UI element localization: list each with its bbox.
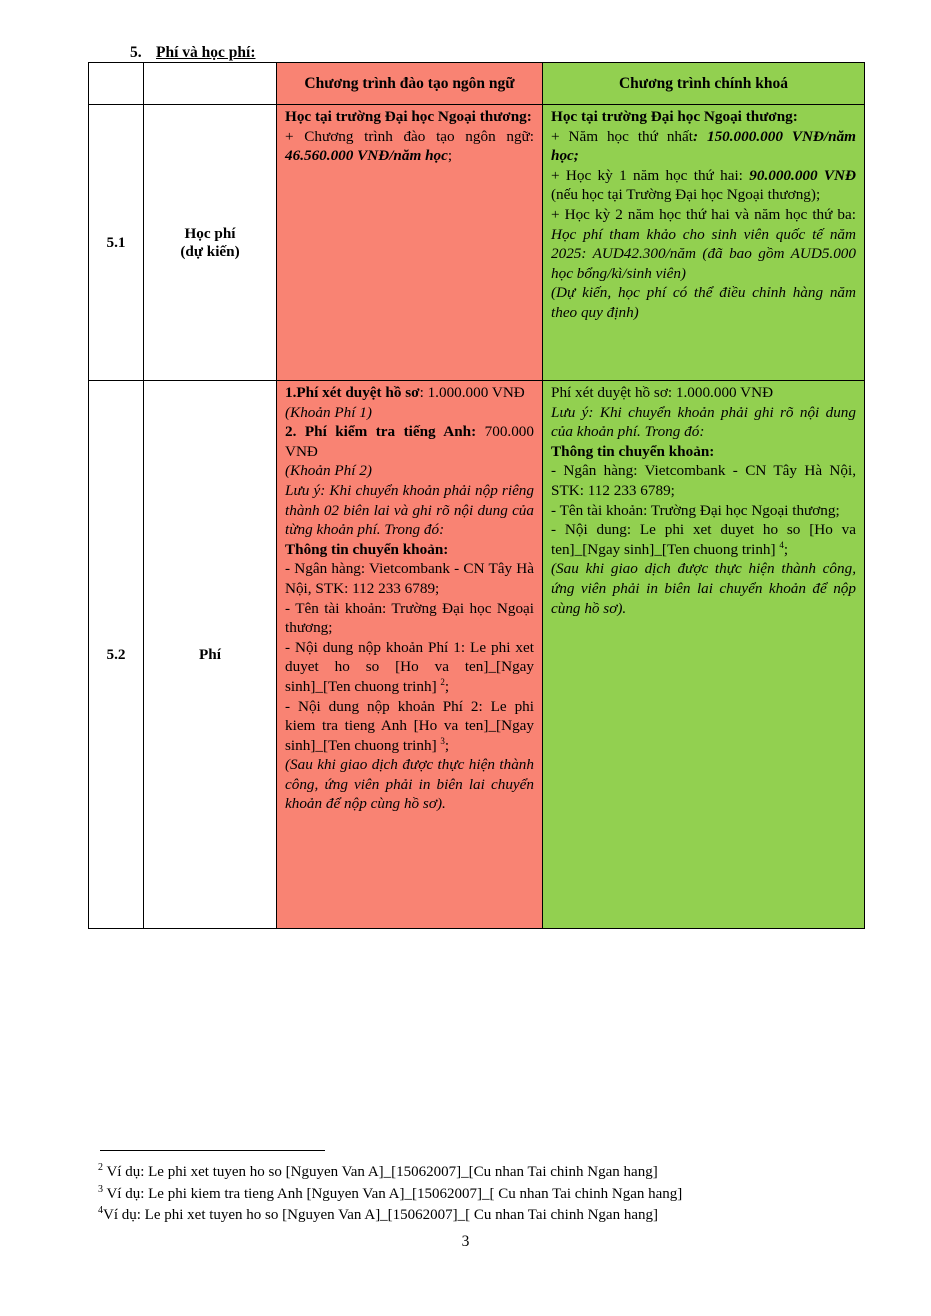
main-sem2 [551,205,856,283]
footnote-ref-2: 2 [440,676,445,687]
main-fee: Phí xét duyệt hồ sơ: 1.000.000 VNĐ [551,384,774,401]
header-empty-1 [89,63,144,105]
footnote-mark: 2 [98,1162,103,1173]
footnote-text: Ví dụ: Le phi xet tuyen ho so [Nguyen Van A]_[15062007]_[ Cu nhan Tai chinh Ngan hang] [103,1207,658,1223]
main-bank: - Ngân hàng: Vietcombank - CN Tây Hà Nội, STK: 112 233 6789; [551,462,856,499]
lang-fee1-tag: (Khoản Phí 1) [285,403,372,421]
main-year1-prefix: + Năm học thứ nhất [551,127,693,145]
main-content: - Nội dung: Le phi xet duyet ho so [Ho va ten]_[Ngay sinh]_[Ten chuong trinh] $^4$; [551,521,856,558]
row-name-line2: (dự kiến) [180,242,240,260]
main-after-note: (Sau khi giao dịch được thực hiện thành công, ứng viên phải in biên lai chuyển khoản để nộp cùng hồ sơ). [551,560,856,617]
lang-bank: - Ngân hàng: Vietcombank - CN Tây Hà Nội, STK: 112 233 6789; [285,560,534,597]
language-fee-cell [277,381,543,929]
row-index: 5.1 [89,105,144,381]
lang-fee1 [285,383,534,403]
footnote-divider [100,1150,325,1151]
section-heading [130,44,255,62]
row-index: 5.2 [89,381,144,929]
footnote-text: Ví dụ: Le phi xet tuyen ho so [Nguyen Van A]_[15062007]_[Cu nhan Tai chinh Ngan hang] [103,1164,658,1180]
lang-account: - Tên tài khoản: Trường Đại học Ngoại thương; [285,599,534,637]
lang-fee2 [285,422,534,461]
main-sem1 [551,166,856,205]
lang-fee2-tag: (Khoản Phí 2) [285,462,372,480]
lang-fee1-label: 1.Phí xét duyệt hồ sơ [285,384,420,401]
main-year1-fee: : 150.000.000 VNĐ/năm học; [551,127,856,165]
main-tuition-title: Học tại trường Đại học Ngoại thương: [551,108,798,125]
footnote-mark: 4 [98,1205,103,1216]
language-tuition-cell [277,105,543,381]
footnote-item [98,1162,682,1184]
header-language-program: Chương trình đào tạo ngôn ngữ [277,63,543,105]
footnote-item [98,1184,682,1206]
row-name [144,105,277,381]
main-sem2-prefix: + Học kỳ 2 năm học thứ hai và năm học thứ ba: [551,205,856,223]
lang-tuition-line [285,127,534,166]
lang-content1-text: - Nội dung nộp khoản Phí 1: Le phi xet duyet ho so [Ho va ten]_[Ngay sinh]_[Ten chuong trinh] [285,638,534,695]
lang-content1: - Nội dung nộp khoản Phí 1: Le phi xet duyet ho so [Ho va ten]_[Ngay sinh]_[Ten chuong trinh] $^2$; [285,638,534,695]
lang-fee-note: Lưu ý: Khi chuyển khoản phải nộp riêng thành 02 biên lai và ghi rõ nội dung của từng khoản phí. Trong đó: [285,481,534,539]
main-sem1-fee: 90.000.000 VNĐ [749,166,856,184]
section-title: Phí và học phí: [156,44,256,61]
lang-after-note: (Sau khi giao dịch được thực hiện thành công, ứng viên phải in biên lai chuyển khoản để nộp cùng hồ sơ). [285,756,534,813]
fee-table [88,62,865,929]
main-content-text: - Nội dung: Le phi xet duyet ho so [Ho va ten]_[Ngay sinh]_[Ten chuong trinh] [551,521,856,558]
main-tuition-cell [543,105,865,381]
main-fee-note: Lưu ý: Khi chuyển khoản phải ghi rõ nội dung của khoản phí. Trong đó: [551,403,856,441]
table-row [89,105,865,381]
row-name: Phí [144,381,277,929]
footnote-text: Ví dụ: Le phi kiem tra tieng Anh [Nguyen Van A]_[15062007]_[ Cu nhan Tai chinh Ngan hang] [103,1185,683,1202]
lang-content2: - Nội dung nộp khoản Phí 2: Le phi kiem tra tieng Anh [Ho va ten]_[Ngay sinh]_[Ten chuong trinh] $^3$; [285,697,534,754]
table-header-row [89,63,865,105]
header-empty-2 [144,63,277,105]
footnote-item [98,1205,682,1227]
main-account: - Tên tài khoản: Trường Đại học Ngoại thương; [551,501,840,519]
lang-tuition-end: ; [447,147,453,165]
footnotes [98,1162,682,1227]
lang-content2-text: - Nội dung nộp khoản Phí 2: Le phi kiem tra tieng Anh [Ho va ten]_[Ngay sinh]_[Ten chuong trinh] [285,697,534,754]
main-sem2-note: Học phí tham khảo cho sinh viên quốc tế năm 2025: AUD42.300/năm (đã bao gồm AUD5.000 học bổng/kì/sinh viên) [551,225,856,282]
footnote-ref-4: 4 [779,539,784,550]
lang-fee2-label: 2. Phí kiểm tra tiếng Anh: [285,423,477,441]
lang-fee2-value: 700.000 VNĐ [285,423,534,460]
footnote-mark: 3 [98,1183,103,1195]
section-number: 5. [130,44,142,61]
main-adjust-note: (Dự kiến, học phí có thể điều chỉnh hàng năm theo quy định) [551,284,856,321]
main-sem1-prefix: + Học kỳ 1 năm học thứ hai: [551,166,750,184]
table-row [89,381,865,929]
lang-tuition-title: Học tại trường Đại học Ngoại thương: [285,108,532,125]
lang-tuition-fee: 46.560.000 VNĐ/năm học [285,147,448,165]
footnote-ref-3: 3 [440,735,445,746]
lang-tuition-text: + Chương trình đào tạo ngôn ngữ: [285,127,534,145]
main-transfer-title: Thông tin chuyển khoản: [551,442,715,460]
page-number: 3 [461,1233,470,1250]
main-fee-cell [543,381,865,929]
row-name-line1: Học phí [184,224,236,242]
header-main-program: Chương trình chính khoá [543,63,865,105]
lang-transfer-title: Thông tin chuyển khoản: [285,540,449,558]
lang-fee1-value: : 1.000.000 VNĐ [419,384,525,401]
main-sem1-suffix: (nếu học tại Trường Đại học Ngoại thương); [551,186,821,204]
main-year1 [551,127,856,166]
